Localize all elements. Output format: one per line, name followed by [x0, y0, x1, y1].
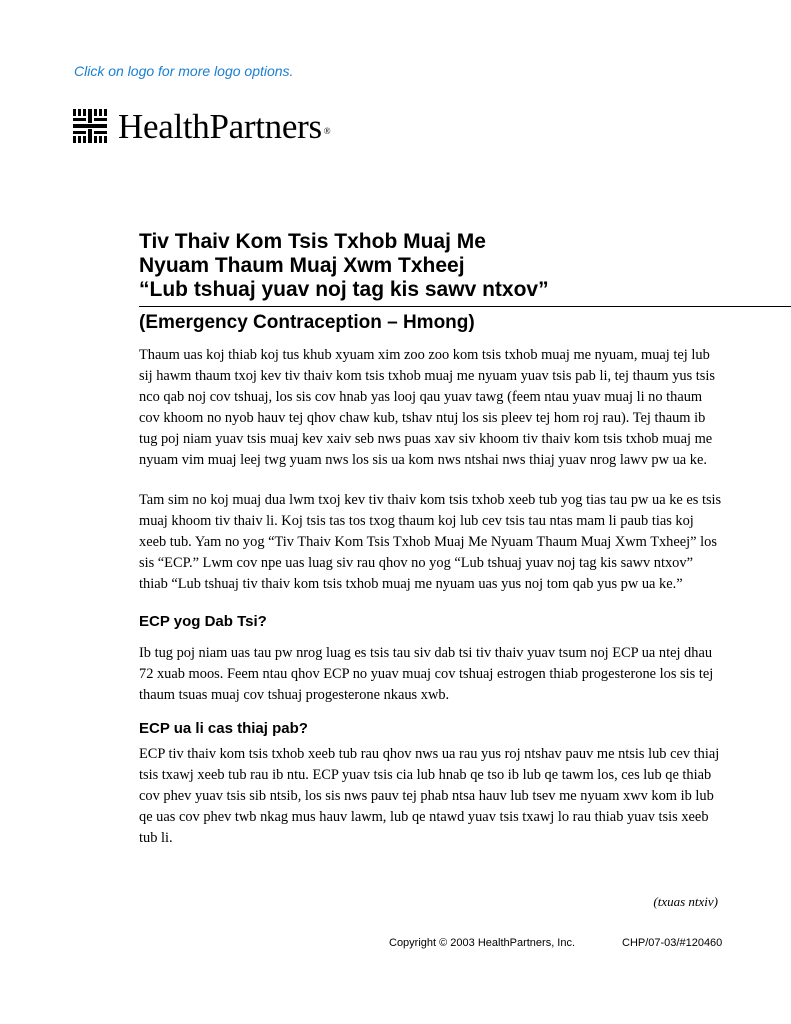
- section-heading-how-works: ECP ua li cas thiaj pab?: [139, 720, 308, 737]
- intro-paragraph-1: Thaum uas koj thiab koj tus khub xyuam xim zoo zoo kom tsis txhob muaj me nyuam, muaj tej lub sij hawm thaum txoj kev tiv thaiv kom tsis txhob muaj me nyuam yuav tsis pab li, tej thaum yus tsis nco qab noj cov tshuaj, los sis cov hnab yas looj qau yuav tawg (feem ntau yuav muaj li no thaum cov khoom no nyob hauv tej qhov chaw kub, tshav ntuj los sis pleev tej hom roj rau). Tej thaum ib tug poj niam yuav tsis muaj kev xaiv seb nws puas xav siv khoom tiv thaiv kom tsis txhob muaj me nyuam vim muaj leej twg yuam nws los sis ua kom nws ntshai nws thiaj yuav nrog lawv pw ua ke.: [139, 347, 715, 468]
- title-line-2: Nyuam Thaum Muaj Xwm Txheej: [139, 254, 465, 277]
- how-works-paragraph: ECP tiv thaiv kom tsis txhob xeeb tub rau qhov nws ua rau yus roj ntshav pauv me ntsis lub cev thiaj tsis txawj xeeb tub rau ib ntu. ECP yuav tsis cia lub hnab qe tso ib lub qe tawm los, ces lub qe thiab cov phev yuav tsis sib ntsib, los sis nws pauv tej phab ntsa hauv lub tsev me nyuam xwv kom ib lub qe uas cov phev twb nkag mus hauv lawm, lub qe ntawd yuav tsis txawj lo rau thiab yuav tsis xeeb tub li.: [139, 746, 720, 846]
- title-divider: [139, 306, 791, 307]
- page-title: [139, 230, 549, 302]
- healthpartners-grid-mark-icon: [72, 108, 108, 144]
- title-line-3: “Lub tshuaj yuav noj tag kis sawv ntxov”: [139, 278, 549, 301]
- document-body: [139, 345, 722, 849]
- footer-document-code: CHP/07-03/#120460: [622, 937, 723, 949]
- footer-copyright: Copyright © 2003 HealthPartners, Inc.: [389, 937, 576, 949]
- logo-options-link[interactable]: Click on logo for more logo options.: [74, 63, 294, 79]
- healthpartners-logo[interactable]: [72, 108, 330, 144]
- title-line-1: Tiv Thaiv Kom Tsis Txhob Muaj Me: [139, 230, 486, 253]
- section-heading-what-is: ECP yog Dab Tsi?: [139, 613, 267, 630]
- logo-wordmark: HealthPartners ®: [118, 106, 331, 146]
- continued-note: (txuas ntxiv): [653, 894, 718, 909]
- what-is-paragraph: Ib tug poj niam uas tau pw nrog luag es tsis tau siv dab tsi tiv thaiv yuav tsum noj ECP ua ntej dhau 72 xuab moos. Feem ntau qhov ECP no yuav muaj cov tshuaj estrogen thiab progesterone los sis tej thaum tsuas muaj cov tshuaj progesterone nkaus xwb.: [139, 645, 714, 703]
- intro-paragraph-2: Tam sim no koj muaj dua lwm txoj kev tiv thaiv kom tsis txhob xeeb tub yog tias tau pw ua ke es tsis muaj khoom tiv thaiv li. Koj tsis tas tos txog thaum koj lub cev tsis tau ntas mam li paub tias koj xeeb tub. Yam no yog “Tiv Thaiv Kom Tsis Txhob Muaj Me Nyuam Thaum Muaj Xwm Txheej” los sis “ECP.” Lwm cov npe uas luag siv rau qhov no yog “Lub tshuaj yuav noj tag kis sawv ntxov” thiab “Lub tshuaj tiv thaiv kom tsis txhob muaj me nyuam uas yus noj tom qab yus pw ua ke.”: [139, 492, 722, 592]
- page-subtitle: (Emergency Contraception – Hmong): [139, 312, 475, 333]
- registered-mark: ®: [323, 125, 331, 136]
